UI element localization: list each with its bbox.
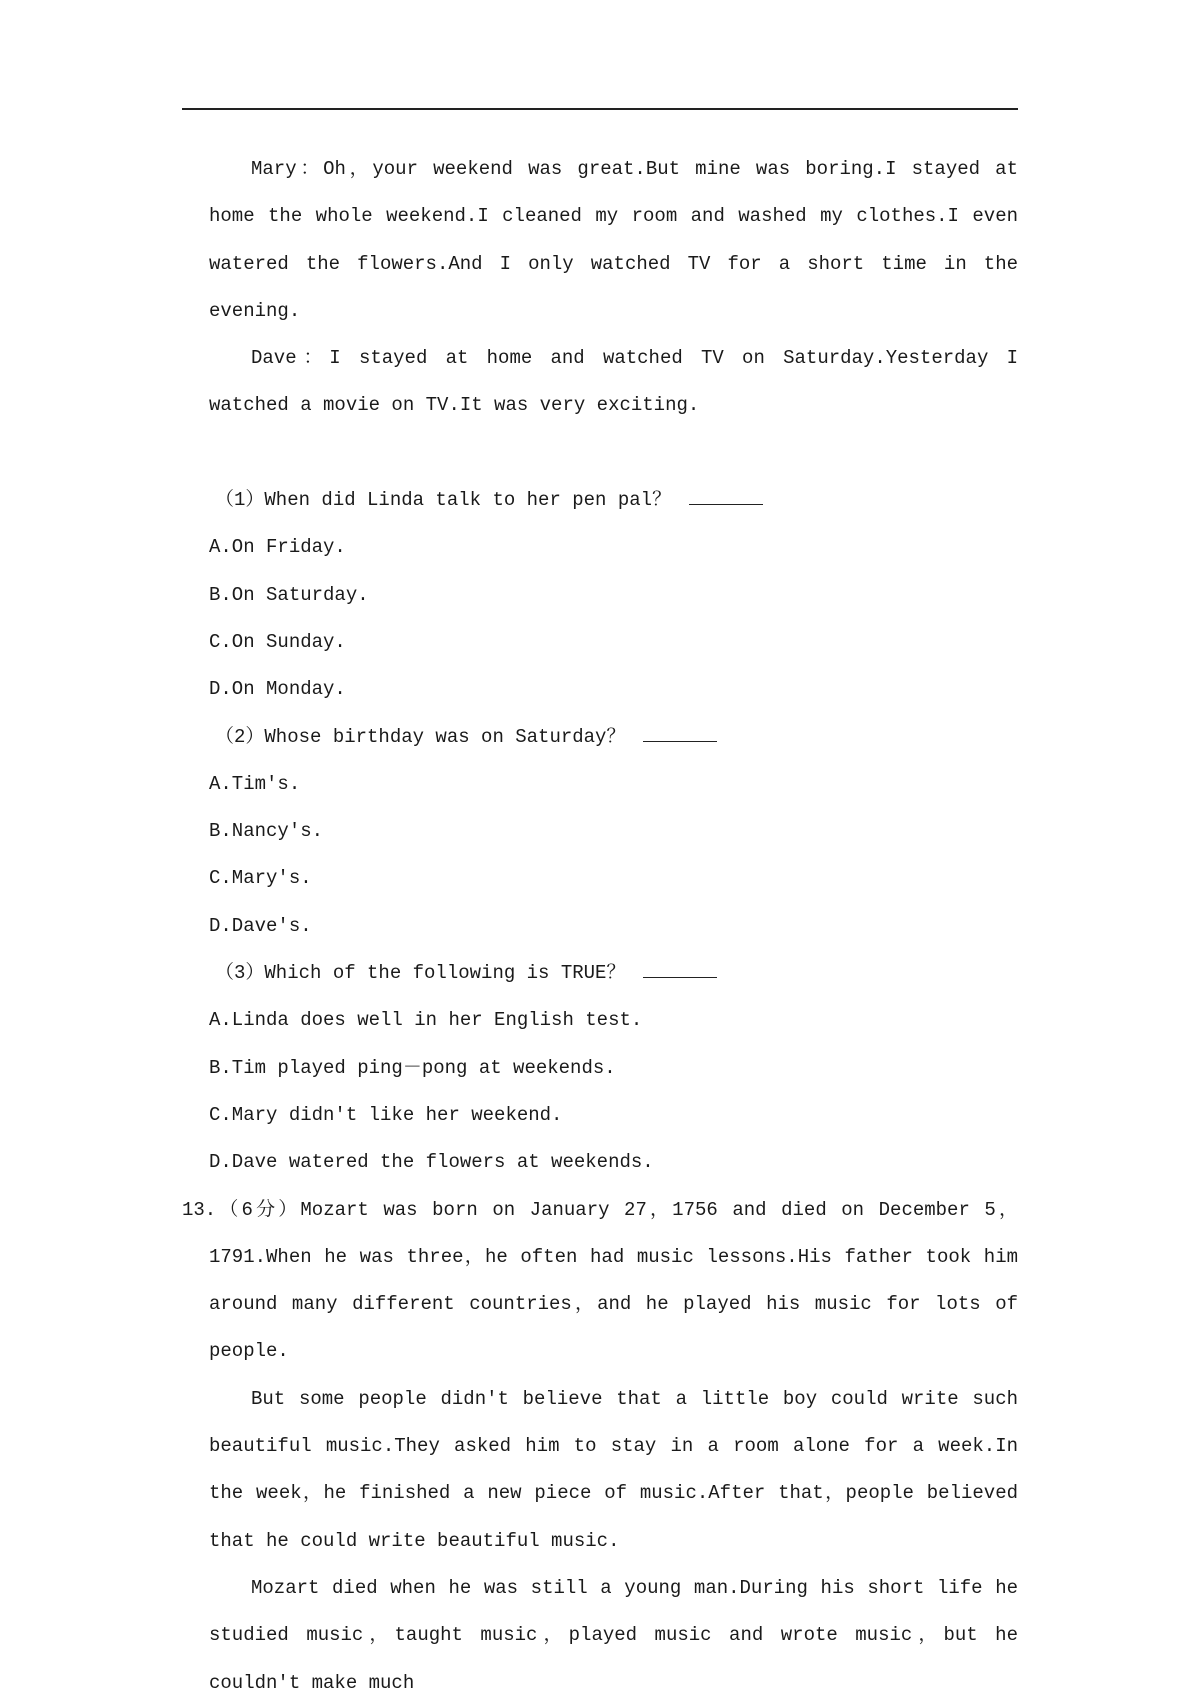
document-body: [182, 146, 1018, 1707]
passage-13-intro: 13.（6分）Mozart was born on January 27，1756 and died on December 5，1791.When he was three，he often had music lessons.His father took him around many different countries，and he played his music for lots of people.: [182, 1198, 1018, 1363]
option-d: D.On Monday.: [209, 678, 346, 701]
answer-blank[interactable]: [689, 503, 763, 505]
passage-13-paragraph-2: But some people didn't believe that a little boy could write such beautiful music.They asked him to stay in a room alone for a week.In the week，he finished a new piece of music.After that，people believed that he could write beautiful music.: [209, 1387, 1018, 1552]
option-d: D.Dave's.: [209, 914, 312, 937]
option-b: B.Nancy's.: [209, 820, 324, 843]
option-b: B.Tim played ping－pong at weekends.: [209, 1056, 616, 1079]
question-1: [182, 477, 1018, 713]
spacer: [182, 430, 1018, 477]
question-2: [182, 714, 1018, 950]
header-rule: [182, 108, 1018, 110]
option-c: C.Mary didn't like her weekend.: [209, 1103, 563, 1126]
option-c: C.On Sunday.: [209, 630, 346, 653]
answer-blank[interactable]: [643, 740, 717, 742]
option-b: B.On Saturday.: [209, 583, 369, 606]
passage-13-paragraph-3: Mozart died when he was still a young man.During his short life he studied music，taught music，played music and wrote music，but he couldn't make much: [209, 1576, 1018, 1694]
dialogue-mary: Mary：Oh，your weekend was great.But mine was boring.I stayed at home the whole weekend.I cleaned my room and washed my clothes.I even watered the flowers.And I only watched TV for a short time in the evening.: [209, 158, 1018, 322]
answer-blank[interactable]: [643, 976, 717, 978]
question-3: [182, 950, 1018, 1186]
dialogue-dave: Dave：I stayed at home and watched TV on Saturday.Yesterday I watched a movie on TV.It was very exciting.: [209, 347, 1018, 417]
question-stem: （2）Whose birthday was on Saturday？: [215, 725, 626, 748]
option-a: A.On Friday.: [209, 536, 346, 559]
option-d: D.Dave watered the flowers at weekends.: [209, 1151, 654, 1174]
option-c: C.Mary's.: [209, 867, 312, 890]
question-stem: （3）Which of the following is TRUE？: [215, 962, 626, 985]
question-stem: （1）When did Linda talk to her pen pal？: [215, 489, 672, 512]
option-a: A.Linda does well in her English test.: [209, 1009, 643, 1032]
option-a: A.Tim's.: [209, 772, 301, 795]
